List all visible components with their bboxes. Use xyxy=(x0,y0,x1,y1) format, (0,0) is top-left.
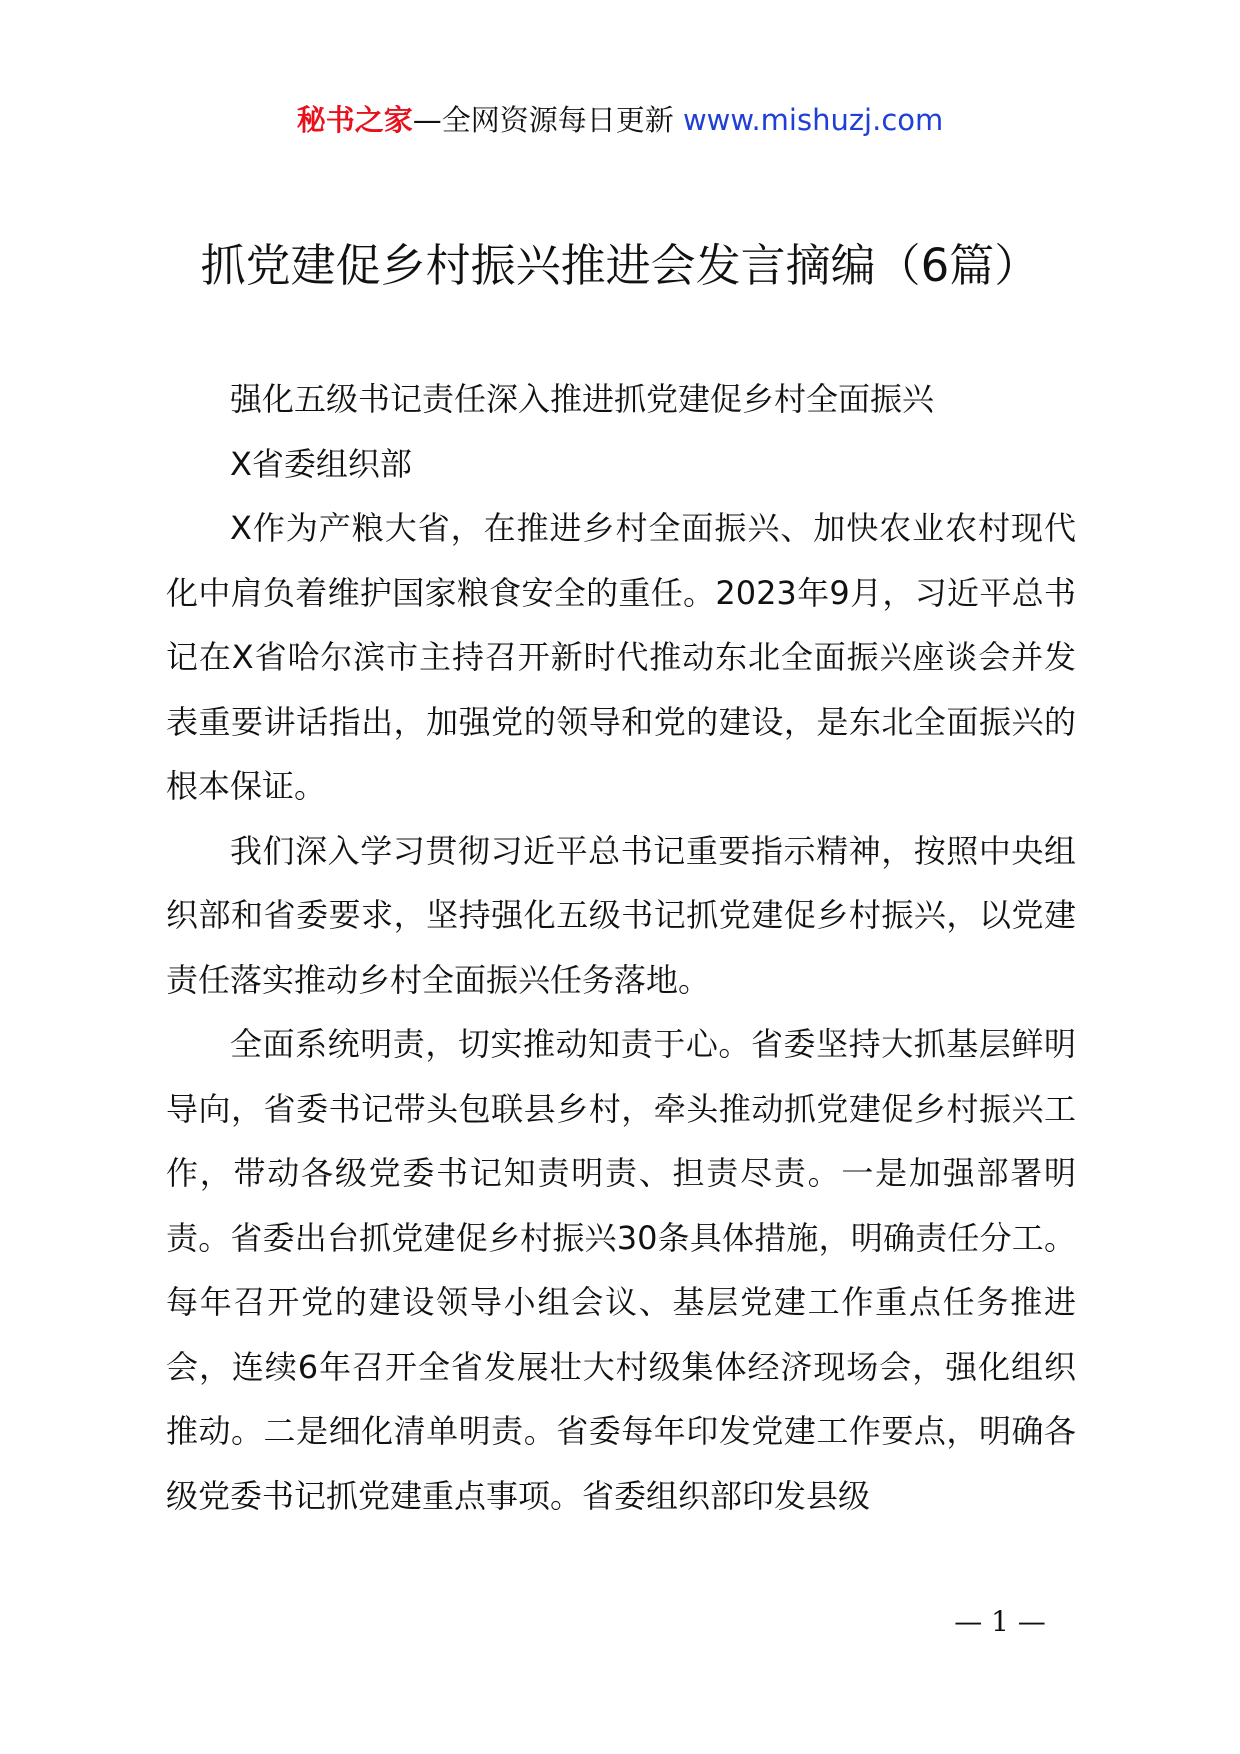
page-number: — 1 — xyxy=(954,1605,1046,1638)
document-body xyxy=(166,367,1076,1528)
document-title: 抓党建促乡村振兴推进会发言摘编（6篇） xyxy=(200,239,1040,292)
body-paragraph-3: 全面系统明责，切实推动知责于心。省委坚持大抓基层鲜明导向，省委书记带头包联县乡村，牵头推动抓党建促乡村振兴工作，带动各级党委书记知责明责、担责尽责。一是加强部署明责。省委出台抓党建促乡村振兴30条具体措施，明确责任分工。每年召开党的建设领导小组会议、基层党建工作重点任务推进会，连续6年召开全省发展壮大村级集体经济现场会，强化组织推动。二是细化清单明责。省委每年印发党建工作要点，明确各级党委书记抓党建重点事项。省委组织部印发县级 xyxy=(166,1025,1076,1515)
website-link[interactable]: www.mishuzj.com xyxy=(682,103,944,137)
brand-name: 秘书之家 xyxy=(296,103,413,137)
author-line: X省委组织部 xyxy=(230,444,412,483)
body-paragraph-2: 我们深入学习贯彻习近平总书记重要指示精神，按照中央组织部和省委要求，坚持强化五级书记抓党建促乡村振兴，以党建责任落实推动乡村全面振兴任务落地。 xyxy=(166,831,1076,999)
section-title: 强化五级书记责任深入推进抓党建促乡村全面振兴 xyxy=(230,380,935,418)
body-paragraph-1: X作为产粮大省，在推进乡村全面振兴、加快农业农村现代化中肩负着维护国家粮食安全的重任。2023年9月，习近平总书记在X省哈尔滨市主持召开新时代推动东北全面振兴座谈会并发表重要讲话指出，加强党的领导和党的建设，是东北全面振兴的根本保证。 xyxy=(166,509,1076,805)
site-header xyxy=(0,100,1240,140)
header-slogan: —全网资源每日更新 xyxy=(412,103,674,137)
